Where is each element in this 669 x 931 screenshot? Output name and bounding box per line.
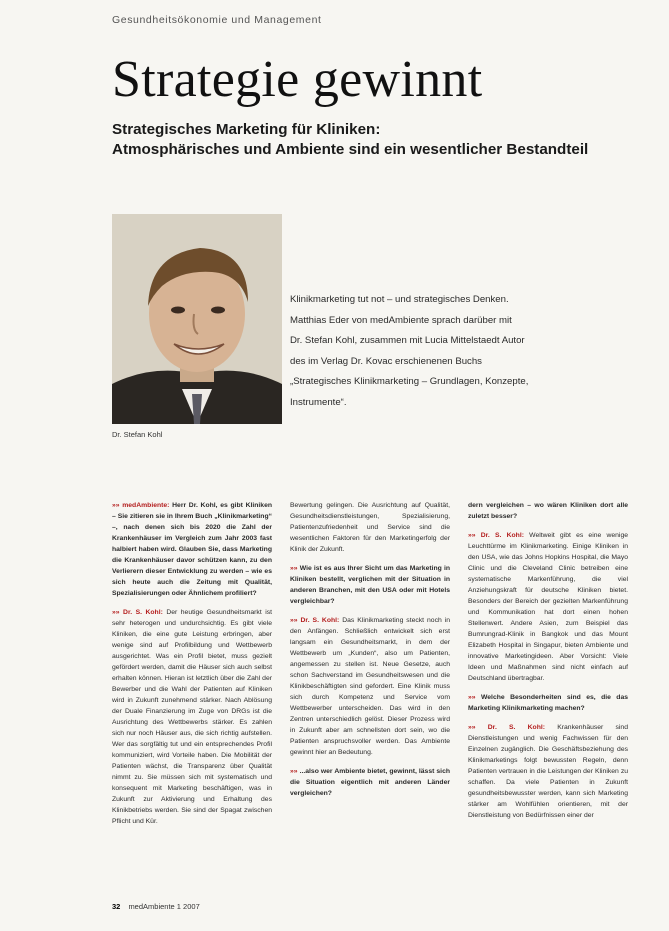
portrait-photo (112, 214, 282, 424)
speaker-marker: »» (290, 768, 298, 775)
paragraph-text: Der heutige Gesundheitsmarkt ist sehr heterogen und undurchsichtig. Es gibt viele Kliniken, die eine gute Leistung erbringen, aber wenige sind auf Profilbildung und Wettbewerb ausgerichtet. Was ein Profil bietet, muss gezielt gefördert werden, damit die Häuser sich auch selbst erhalten können. Hieran ist letztlich über die Zahl der Bewerber und die Wahl der Patienten auf Kliniken wird in Zukunft zunehmend stärker. Nach Ablösung der Duale Finanzierung im Zuge von DRGs ist die Ausrichtung des Wettbewerbs stärker. Es zahlen sich nur noch Häuser aus, die sich richtig aufstellen. Wer das sorgfältig tut und ein entsprechendes Profil kommuniziert, wird Vorteile haben. Die Mobilität der Patienten wächst, die Transparenz über Qualität nimmt zu. Sie müssen sich mit systematisch und konsequent mit Marketing beschäftigen, was in Zukunft zur Aktivierung und Erhaltung des Klinikbetriebs werden. Sie sind der Spagat zwischen Pflicht und Kür. (112, 609, 272, 825)
intro-line: Dr. Stefan Kohl, zusammen mit Lucia Mittelstaedt Autor (290, 335, 525, 346)
paragraph-text: Herr Dr. Kohl, es gibt Kliniken – Sie zitieren sie in Ihrem Buch „Klinikmarketing“ –, nach denen sich bis 2020 die Zahl der Krankenhäuser im Vergleich zum Jahr 2003 fast halbiert haben wird. Glauben Sie, dass Marketing die Krankenhäuser davor schützen kann, zu den Verlierern dieser Entwicklung zu werden – wie es sich heute auch die Zeitung mit Qualität, Spezialisierungen oder Ähnlichem profiliert? (112, 502, 273, 597)
paragraph-text: dern vergleichen – wo wären Kliniken dort alle zuletzt besser? (468, 502, 628, 520)
body-column-2 (290, 500, 450, 807)
page-number: 32 (112, 902, 121, 911)
intro-line: Instrumente“. (290, 396, 347, 408)
paragraph-text: Weltweit gibt es eine wenige Leuchttürme im Klinikmarketing. Einige Kliniken in den USA, wie das Johns Hopkins Hospital, die Mayo Clinic und die Cleveland Clinic betreiben eine systematische Markenführung, die viel Anziehungskraft für deutsche Kliniken bietet. Besonders der Bereich der gezielten Markenführung und Kommunikation hat dort einen hohen Stellenwert. Andere Asien, zum Beispiel das Bumrungrad-Klinik in Bangkok und das Mount Elizabeth Hospital in Singapur, bieten Ambiente und innovative Marketingideen. Aber Vorsicht: Viele Ideen und Maßnahmen sind nicht einfach auf Deutschland übertragbar. (468, 532, 629, 682)
page-footer (112, 902, 200, 911)
paragraph (468, 530, 628, 684)
intro-line: Klinikmarketing tut not – und strategisches Denken. (290, 294, 509, 305)
speaker-marker: »» Dr. S. Kohl: (468, 532, 524, 539)
photo-caption: Dr. Stefan Kohl (112, 430, 163, 439)
paragraph (112, 500, 272, 599)
paragraph-text: Krankenhäuser sind Dienstleistungen und wenig Fachwissen für den Einzelnen zugänglich. Die Geschäftsbeziehung des Klinikmarketings folgt bewussten Regeln, denn Patienten vertrauen in die Leistungen der Kliniken zu schaffen. Da viele Patienten in Zukunft gesundheitsbewusster werden, kann sich Marketing stärker am Wohlfühlen orientieren, mit der Dienstleistung von Bedürfnissen einer der (468, 724, 628, 819)
section-label: Gesundheitsökonomie und Management (112, 14, 322, 26)
intro-line: des im Verlag Dr. Kovac erschienenen Buchs (290, 355, 482, 367)
paragraph-text: ...also wer Ambiente bietet, gewinnt, lässt sich die Situation eigentlich mit anderen Länder vergleichen? (290, 768, 450, 797)
speaker-marker: »» Dr. S. Kohl: (112, 609, 163, 616)
subtitle-line: Atmosphärisches und Ambiente sind ein wesentlicher Bestandteil (112, 141, 589, 158)
intro-line: Matthias Eder von medAmbiente sprach darüber mit (290, 314, 512, 326)
body-column-1 (112, 500, 272, 835)
paragraph-text: Wie ist es aus Ihrer Sicht um das Marketing in Kliniken bestellt, verglichen mit der Situation in anderen Branchen, mit den USA oder mit Hotels vergleichbar? (290, 565, 450, 605)
paragraph (290, 563, 450, 607)
speaker-marker: »» (290, 565, 298, 572)
paragraph (290, 500, 450, 555)
paragraph-text: Welche Besonderheiten sind es, die das Marketing Klinikmarketing machen? (468, 694, 629, 712)
intro-line: „Strategisches Klinikmarketing – Grundlagen, Konzepte, (290, 376, 529, 387)
paragraph-text: Das Klinikmarketing steckt noch in den Anfängen. Schließlich entwickelt sich erst langsam ein Gesundheitsmarkt, in dem der Wettbewerb um „Kunden“, also um Patienten, angemessen zu stellen ist. Neue Gesetze, auch schon Sachverstand im Gesundheitswesen und die Klinikbeschäftigten sind gefordert. Eine Klinik muss sich durch Kompetenz und Service vom Wettbewerber unterscheiden. Das wird in den Zentren unterschiedlich gelöst. Dieser Prozess wird in Zukunft aber am schnellsten dort sein, wo die Patienten anspruchsvoller werden. Das Ambiente gewinnt hier an Bedeutung. (290, 617, 450, 756)
article-subtitle (112, 120, 632, 160)
paragraph (468, 722, 628, 821)
speaker-marker: »» (468, 694, 476, 701)
paragraph (290, 766, 450, 799)
article-title: Strategie gewinnt (112, 51, 483, 108)
speaker-marker: »» Dr. S. Kohl: (290, 617, 340, 624)
paragraph (290, 615, 450, 758)
magazine-name: medAmbiente 1 2007 (128, 902, 200, 911)
paragraph (468, 692, 628, 714)
paragraph-text: Bewertung gelingen. Die Ausrichtung auf Qualität, Gesundheitsdienstleistungen, Spezialisierung, Patientenzufriedenheit und Service sind die wesentlichen Faktoren für den Marketingerfolg der Klinik der Zukunft. (290, 502, 450, 553)
speaker-marker: »» Dr. S. Kohl: (468, 724, 546, 731)
paragraph (468, 500, 628, 522)
subtitle-line: Strategisches Marketing für Kliniken: (112, 121, 381, 138)
intro-text (290, 290, 625, 413)
body-column-3 (468, 500, 628, 829)
paragraph (112, 607, 272, 827)
speaker-marker: »» medAmbiente: (112, 502, 170, 509)
